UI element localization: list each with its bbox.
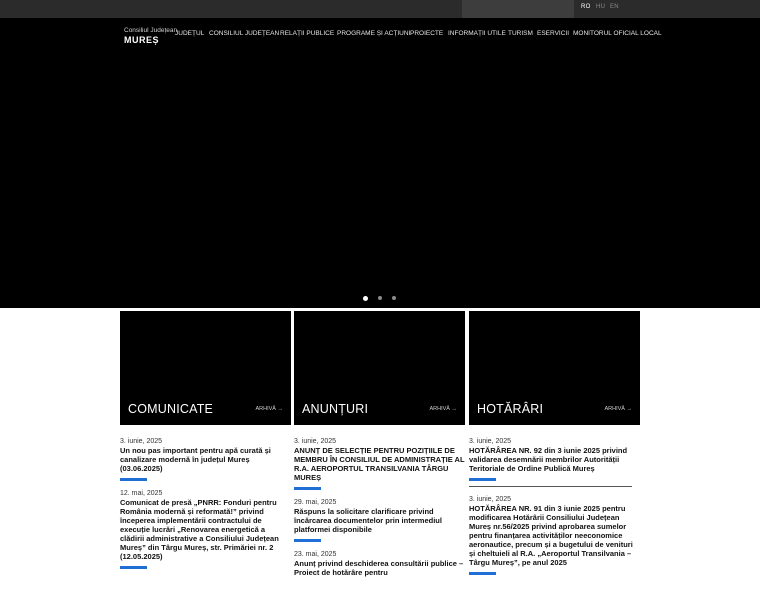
item-accent — [469, 478, 496, 481]
nav-item-turism[interactable]: TURISM — [508, 30, 533, 37]
top-bar — [0, 0, 760, 18]
item-accent — [120, 478, 147, 481]
item-accent — [120, 566, 147, 569]
item-title[interactable]: HOTĂRÂREA NR. 92 din 3 iunie 2025 privind validarea desemnării membrilor Autorității Teritoriale de Ordine Publică Mureș — [469, 446, 628, 473]
item-title[interactable]: Un nou pas important pentru apă curată și canalizare modernă în județul Mureș (03.06.2025) — [120, 446, 271, 473]
card-title: ANUNȚURI — [302, 402, 369, 416]
card-title: COMUNICATE — [128, 402, 214, 416]
archive-link[interactable]: ARHIVĂ → — [429, 406, 457, 412]
nav-item-judetul[interactable]: JUDEȚUL — [175, 30, 205, 37]
lang-ro[interactable]: RO — [581, 4, 591, 10]
item-title[interactable]: Răspuns la solicitare clarificare privind încărcarea documentelor prin intermediul platformei disponibile — [294, 507, 442, 534]
lang-en[interactable]: EN — [610, 4, 619, 10]
slider-dot-2[interactable] — [378, 296, 382, 300]
slider-dot-3[interactable] — [392, 296, 396, 300]
list-item[interactable] — [120, 438, 291, 481]
logo-title: MUREȘ — [124, 35, 160, 45]
item-date: 3. iunie, 2025 — [294, 438, 337, 445]
comunicate-list — [120, 438, 291, 578]
anunturi-list — [294, 438, 465, 586]
list-item[interactable] — [469, 496, 640, 575]
lang-hu[interactable]: HU — [596, 4, 606, 10]
item-accent — [294, 487, 321, 490]
item-divider — [469, 486, 632, 487]
card-hotarari[interactable] — [469, 311, 640, 425]
item-accent — [294, 539, 321, 542]
item-date: 3. iunie, 2025 — [120, 438, 163, 445]
item-date: 29. mai, 2025 — [294, 499, 337, 506]
item-date: 3. iunie, 2025 — [469, 438, 512, 445]
item-title[interactable]: HOTĂRÂREA NR. 91 din 3 iunie 2025 pentru modificarea Hotărârii Consiliului Județean Mureș nr.56/2025 privind aprobarea sumelor pentru finanțarea activităților neeconomice aeronautice, precum și a bugetului de venituri și cheltuieli al R.A. „Aeroportul Transilvania – Târgu Mureș”, pe anul 2025 — [469, 504, 633, 567]
archive-link[interactable]: ARHIVĂ → — [255, 406, 283, 412]
item-title[interactable]: Anunț privind deschiderea consultării publice – Proiect de hotărâre pentru — [294, 559, 464, 577]
nav-item-relatii-publice[interactable]: RELAȚII PUBLICE — [280, 30, 335, 37]
list-item[interactable] — [120, 490, 291, 569]
card-comunicate[interactable] — [120, 311, 291, 425]
card-anunturi[interactable] — [294, 311, 465, 425]
nav-item-programe-si-actiuni[interactable]: PROGRAME ȘI ACȚIUNI — [337, 30, 411, 37]
item-date: 23. mai, 2025 — [294, 551, 337, 558]
item-date: 3. iunie, 2025 — [469, 496, 512, 503]
hotarari-list — [469, 438, 640, 584]
list-item[interactable] — [469, 438, 640, 487]
slider-dots — [0, 296, 760, 302]
item-date: 12. mai, 2025 — [120, 490, 163, 497]
nav-item-monitorul-oficial-local[interactable]: MONITORUL OFICIAL LOCAL — [573, 30, 662, 37]
list-item[interactable] — [294, 438, 465, 490]
item-accent — [469, 572, 496, 575]
search-input[interactable] — [462, 0, 574, 18]
card-title: HOTĂRÂRI — [477, 402, 544, 416]
item-title[interactable]: ANUNȚ DE SELECȚIE PENTRU POZIȚIILE DE MEMBRU ÎN CONSILIUL DE ADMINISTRAȚIE AL R.A. AEROPORTUL TRANSILVANIA TÂRGU MUREȘ — [294, 446, 465, 482]
nav-item-consiliul-judetean[interactable]: CONSILIUL JUDEȚEAN — [209, 30, 280, 37]
archive-link[interactable]: ARHIVĂ → — [604, 406, 632, 412]
nav-item-proiecte[interactable]: PROIECTE — [410, 30, 444, 37]
hero-slider — [0, 18, 760, 308]
logo-subtitle: Consiliul Județean — [124, 27, 178, 34]
nav-item-eservicii[interactable]: ESERVICII — [537, 30, 570, 37]
slider-dot-1[interactable] — [363, 296, 368, 301]
site-logo[interactable] — [124, 27, 177, 45]
list-item[interactable] — [294, 551, 465, 577]
item-title[interactable]: Comunicat de presă „PNRR: Fonduri pentru România modernă și reformată!” privind începerea implementării contractului de execuție lucrări „Renovarea energetică a clădirii administrative a Consiliului Județean Mureș” din Târgu Mureș, str. Primăriei nr. 2 (12.05.2025) — [120, 498, 279, 561]
nav-item-informatii-utile[interactable]: INFORMAȚII UTILE — [448, 30, 506, 37]
list-item[interactable] — [294, 499, 465, 542]
